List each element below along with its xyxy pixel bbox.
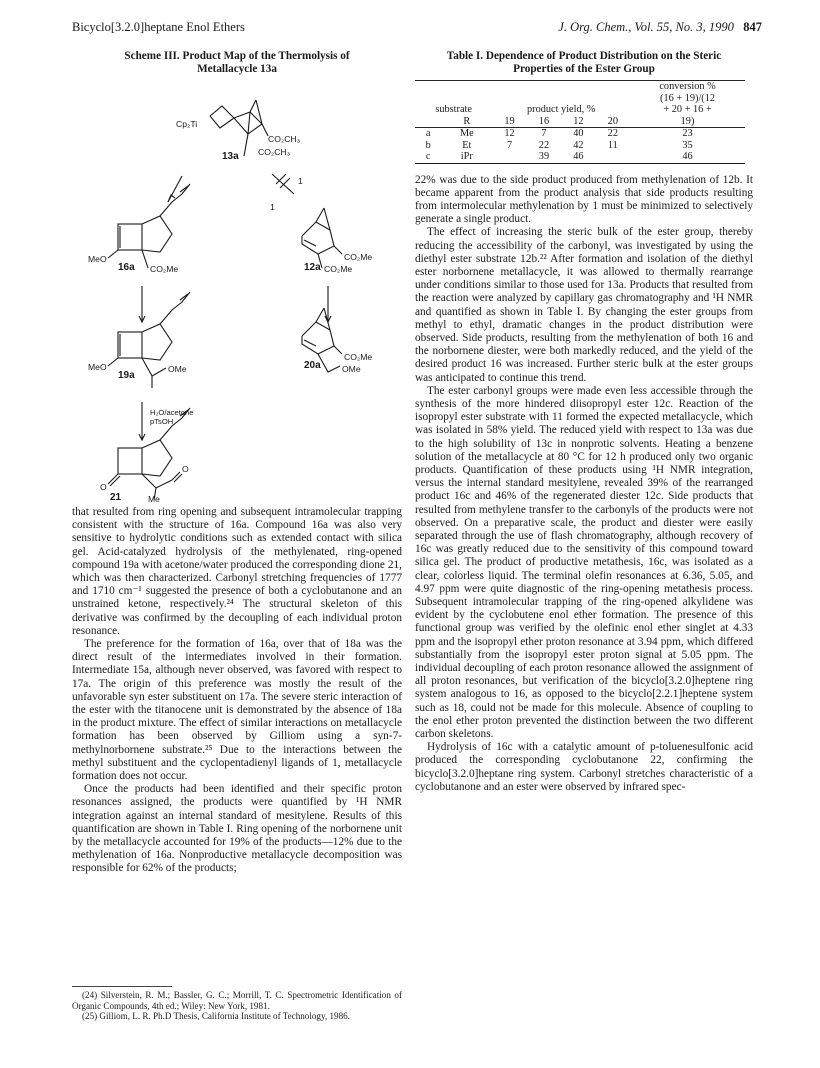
left-paragraph-2: The preference for the formation of 16a, over that of 18a was the direct result of the intermediates involved in their formation. Intermediate 15a, although never observed, was favored with respect to 17a. The origin of this preference was mostly the result of the unfavorable syn ester substituent on 17a. The severe steric interaction of the ester with the titanocene unit is demonstrated by the absence of 18a in the product mixture. The effect of similar interactions on metallacycle formation has been observed by Gilliom using a syn-7-methylnorbornene substrate.²⁵ Due to the interactions between the methyl substituent and the cyclopentadienyl ligands of 1, metallacycle formation does not occur.: [72, 638, 402, 783]
table-row: [415, 128, 745, 140]
running-header-left: Bicyclo[3.2.0]heptane Enol Ethers: [72, 20, 245, 34]
cell-16: 22: [538, 139, 550, 151]
right-paragraph-1: 22% was due to the side product produced from methylenation of 12b. It became apparent from the product analysis that side products resulting from intermolecular methylenation by 1 must be minimized to selectively generate a single product.: [415, 173, 753, 226]
label-o-21b: O: [182, 464, 189, 474]
cell-20: [596, 151, 630, 163]
cell-19: [492, 151, 526, 163]
footnote-rule: [72, 986, 172, 987]
product-distribution-table: [415, 80, 745, 164]
label-ome-20a: OMe: [342, 364, 361, 374]
scheme-caption-line1: Scheme III. Product Map of the Thermolysis of: [124, 50, 350, 62]
reference-24: (24) Silverstein, R. M.; Bassler, G. C.; Morrill, T. C. Spectrometric Identification of Organic Compounds, 4th ed.; Wiley: New York, 1981.: [72, 990, 402, 1011]
reference-25: (25) Gilliom, L. R. Ph.D Thesis, California Institute of Technology, 1986.: [82, 1011, 350, 1022]
crossed-arrow: [272, 174, 294, 194]
label-reagent-1b: 1: [270, 202, 275, 212]
cell-19: 12: [504, 128, 515, 139]
header-conversion-4: 19): [630, 116, 745, 128]
cell-19: 7: [506, 139, 513, 151]
structure-21: [108, 408, 190, 500]
cell-id: c: [415, 151, 441, 163]
right-body-text: [415, 174, 753, 795]
page-number: 847: [743, 20, 762, 34]
cell-12: 46: [561, 151, 595, 163]
label-reagent-ptsoh: pTsOH: [150, 417, 174, 426]
scheme-drawing: [72, 76, 402, 506]
subheader-r: R: [441, 116, 492, 128]
header-conversion-2: (16 + 19)/(12: [660, 92, 716, 104]
left-body-text: [72, 506, 402, 876]
cell-20: 22: [607, 128, 618, 139]
cell-conversion: 46: [630, 151, 745, 163]
table-caption-line1: Table I. Dependence of Product Distribution on the Steric: [446, 50, 722, 62]
label-meo-16a: MeO: [88, 254, 107, 264]
label-co2me-20a: CO₂Me: [344, 352, 373, 362]
label-20a: 20a: [304, 360, 321, 371]
label-me-21: Me: [148, 494, 160, 504]
cell-20: 11: [607, 139, 618, 151]
scheme-caption-line2: Metallacycle 13a: [197, 63, 277, 75]
label-21: 21: [110, 492, 122, 503]
label-co2me-12a: CO₂Me: [344, 252, 373, 262]
left-paragraph-1: that resulted from ring opening and subsequent intramolecular trapping consistent with the structure of 16a. Compound 16a was also very sensitive to hydrolytic conditions such as extended contact with silica gel. Acid-catalyzed hydrolysis of the methylenated, ring-opened compound 19a with acetone/water produced the corresponding dione 21, which was then characterized. Carbonyl stretching frequencies of 1777 and 1710 cm⁻¹ suggested the presence of both a cyclobutanone and an unstrained ketone, respectively.²⁴ The structural skeleton of this derivative was confirmed by the decoupling of each individual proton resonance.: [72, 506, 402, 637]
label-meo-19a: MeO: [88, 362, 107, 372]
label-co2ch3-b: CO₂CH₃: [258, 147, 291, 157]
right-column: [415, 50, 753, 794]
right-paragraph-4: Hydrolysis of 16c with a catalytic amount of p-toluenesulfonic acid produced the corresponding cyclobutanone 22, confirming the bicyclo[3.2.0]heptane ring system. Carbonyl stretches characteristic of a cyclobutanone and an ester were observed by infrared spec-: [415, 741, 753, 793]
label-co2me-16a: CO₂Me: [150, 264, 179, 274]
left-column: [72, 50, 402, 876]
header-product-yield: product yield, %: [527, 104, 596, 115]
cell-12: 42: [573, 139, 584, 151]
subheader-12: 12: [561, 116, 595, 128]
label-13a: 13a: [222, 151, 239, 162]
footnote-references: [72, 986, 402, 1022]
label-16a: 16a: [118, 262, 135, 273]
table-1: [415, 50, 753, 164]
structure-16a: [108, 184, 190, 268]
journal-citation: J. Org. Chem., Vol. 55, No. 3, 1990: [558, 20, 734, 34]
subheader-19: 19: [492, 116, 526, 128]
table-row: [415, 140, 745, 152]
cell-conversion: 23: [682, 128, 693, 139]
cell-r: Et: [462, 139, 472, 151]
header-blank: [415, 116, 441, 128]
structure-12a: [302, 208, 342, 268]
cell-12: 40: [573, 128, 584, 139]
cell-conversion: 35: [682, 139, 693, 151]
scheme-caption: [72, 50, 402, 76]
subheader-16: 16: [527, 116, 561, 128]
cell-id: a: [425, 128, 431, 139]
label-reagent-h2o-acetone: H₂O/acetone: [150, 408, 194, 417]
label-12a: 12a: [304, 262, 321, 273]
cell-16: 39: [527, 151, 561, 163]
label-o-21a: O: [100, 482, 107, 492]
table-row: [415, 151, 745, 163]
table-caption-line2: Properties of the Ester Group: [513, 63, 655, 75]
right-paragraph-3: The ester carbonyl groups were made even less accessible through the synthesis of the more hindered diisopropyl ester 12c. Reaction of the isopropyl ester substrate with 11 formed the expected metallacycle, which was isolated in 58% yield. The reduced yield with respect to 13a was due to the high solubility of 13c in nonprotic solvents. Heating a benzene solution of the metallacycle at 80 °C for 12 h produced only two organic products. Quantification of these products using ¹H NMR integration, versus the internal standard mesitylene, revealed 39% of the rearranged product 16c and 46% of the regenerated diester 12c. Side products that resulted from methylene transfer to the carbonyls of the products were not observed. On a preparative scale, the product and diester were easily separated through the use of flash chromatography, although recovery of 16c was greatly reduced due to the sensitivity of this compound toward silica gel. The product of productive metathesis, 16c, was isolated as a clear, colorless liquid. The terminal olefin resonances at 6.36, 5.05, and 4.97 ppm were quite diagnostic of the ring-opening metathesis process. Subsequent intramolecular trapping of the ring-opened alkylidene was evident by the cyclobutene enol ether formation. The presence of this functional group was verified by the olefinic enol ether singlet at 4.33 ppm and the isopropyl ether proton resonance at 3.94 ppm, which differed substantially from the isopropyl ester proton signal at 5.05 ppm. The individual decoupling of each proton resonance allowed the assignment of all proton resonances, but verification of the bicyclo[3.2.0]heptene ring system analogous to 16, as opposed to the bicyclo[2.2.1]heptene system such as 18, could not be made for this molecule. Absence of coupling to the enol ether proton prevented the distinction between the two different carbon skeletons.: [415, 384, 753, 741]
label-co2ch3-a: CO₂CH₃: [268, 134, 301, 144]
subheader-20: 20: [596, 116, 630, 128]
table-caption: [415, 50, 753, 76]
right-paragraph-2: The effect of increasing the steric bulk of the ester group, thereby reducing the accessibility of the carbonyl, was investigated by using the diethyl ester substrate 12b.²² After formation and isolation of the diethyl ester norbornene metallacycle, it was allowed to thermally rearrange under conditions similar to those used for 13a. Products that resulted from the reaction were analyzed by capillary gas chromatography and ¹H NMR and quantified as shown in Table I. By changing the ester groups from methyl to ethyl, dramatic changes in the product distribution were observed. Side products, resulting from the methylenation of both 16 and the norbornene diester, were both markedly reduced, and the yield of the desired product 16 was increased. Further steric bulk at the ester groups was anticipated to continue this trend.: [415, 226, 753, 384]
cell-id: b: [425, 139, 431, 151]
label-cp2ti: Cp₂Ti: [176, 119, 198, 129]
scheme-figure: [72, 76, 402, 506]
label-co2me-12a-b: CO₂Me: [324, 264, 353, 274]
cell-r: Me: [459, 128, 474, 139]
label-ome-19a: OMe: [168, 364, 187, 374]
label-19a: 19a: [118, 370, 135, 381]
label-reagent-1a: 1: [298, 176, 303, 186]
left-paragraph-3: Once the products had been identified and their specific proton resonances assigned, the products were quantified by ¹H NMR integration against an internal standard of mesitylene. Results of this quantification are shown in Table I. Ring opening of the norbornene unit by the metallacycle accounted for 19% of the products—12% due to the methylenation of 16a. Nonproductive metallacycle decomposition was responsible for 62% of the products;: [72, 783, 402, 875]
cell-r: iPr: [441, 151, 492, 163]
running-header-right: [558, 20, 762, 35]
header-conversion-3: + 20 + 16 +: [663, 104, 712, 115]
header-conversion-1: conversion %: [659, 81, 716, 92]
cell-16: 7: [541, 128, 547, 139]
header-substrate: substrate: [435, 104, 472, 115]
